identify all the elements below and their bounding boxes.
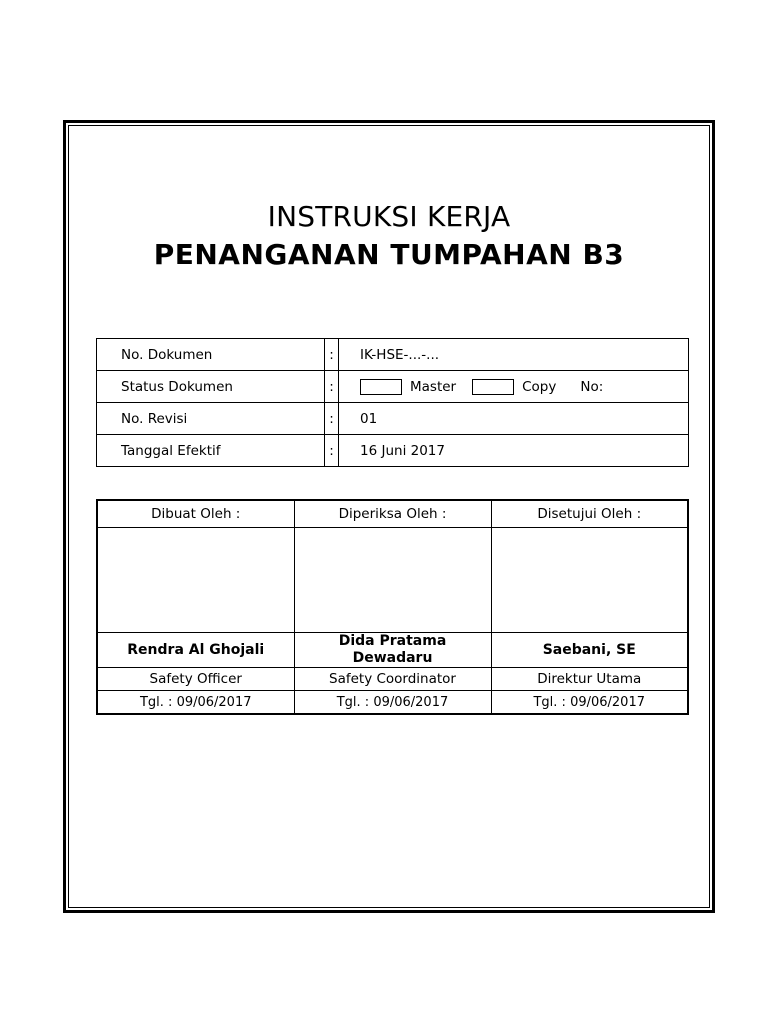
info-value: IK-HSE-...-... — [339, 339, 689, 371]
info-row-revision — [97, 403, 689, 435]
names-row — [97, 633, 688, 668]
checker-date: Tgl. : 09/06/2017 — [294, 691, 491, 715]
copy-label: Copy — [522, 378, 557, 395]
signature-box-approver — [491, 528, 688, 633]
master-checkbox[interactable] — [360, 379, 402, 395]
info-row-effective-date — [97, 435, 689, 467]
info-colon: : — [325, 403, 339, 435]
approver-role: Direktur Utama — [491, 668, 688, 691]
info-value: 16 Juni 2017 — [339, 435, 689, 467]
creator-role: Safety Officer — [97, 668, 294, 691]
info-colon: : — [325, 339, 339, 371]
master-label: Master — [410, 378, 457, 395]
info-row-document-status — [97, 371, 689, 403]
checker-name: Dida Pratama Dewadaru — [294, 633, 491, 668]
creator-date: Tgl. : 09/06/2017 — [97, 691, 294, 715]
info-label: Status Dokumen — [97, 371, 325, 403]
creator-name: Rendra Al Ghojali — [97, 633, 294, 668]
document-title-line1: INSTRUKSI KERJA — [267, 200, 511, 233]
info-row-document-number — [97, 339, 689, 371]
info-colon: : — [325, 435, 339, 467]
signature-box-creator — [97, 528, 294, 633]
checker-role: Safety Coordinator — [294, 668, 491, 691]
approval-header-row — [97, 500, 688, 528]
document-info-table — [96, 338, 689, 467]
signature-row — [97, 528, 688, 633]
status-options — [339, 371, 689, 403]
approver-date: Tgl. : 09/06/2017 — [491, 691, 688, 715]
info-colon: : — [325, 371, 339, 403]
info-label: No. Revisi — [97, 403, 325, 435]
approval-table — [96, 499, 689, 715]
roles-row — [97, 668, 688, 691]
header-approved-by: Disetujui Oleh : — [491, 500, 688, 528]
document-title-line2: PENANGANAN TUMPAHAN B3 — [153, 238, 625, 271]
signature-box-checker — [294, 528, 491, 633]
approver-name: Saebani, SE — [491, 633, 688, 668]
info-label: Tanggal Efektif — [97, 435, 325, 467]
info-label: No. Dokumen — [97, 339, 325, 371]
header-created-by: Dibuat Oleh : — [97, 500, 294, 528]
dates-row — [97, 691, 688, 715]
copy-number-label: No: — [580, 378, 604, 395]
header-checked-by: Diperiksa Oleh : — [294, 500, 491, 528]
copy-checkbox[interactable] — [472, 379, 514, 395]
info-value: 01 — [339, 403, 689, 435]
